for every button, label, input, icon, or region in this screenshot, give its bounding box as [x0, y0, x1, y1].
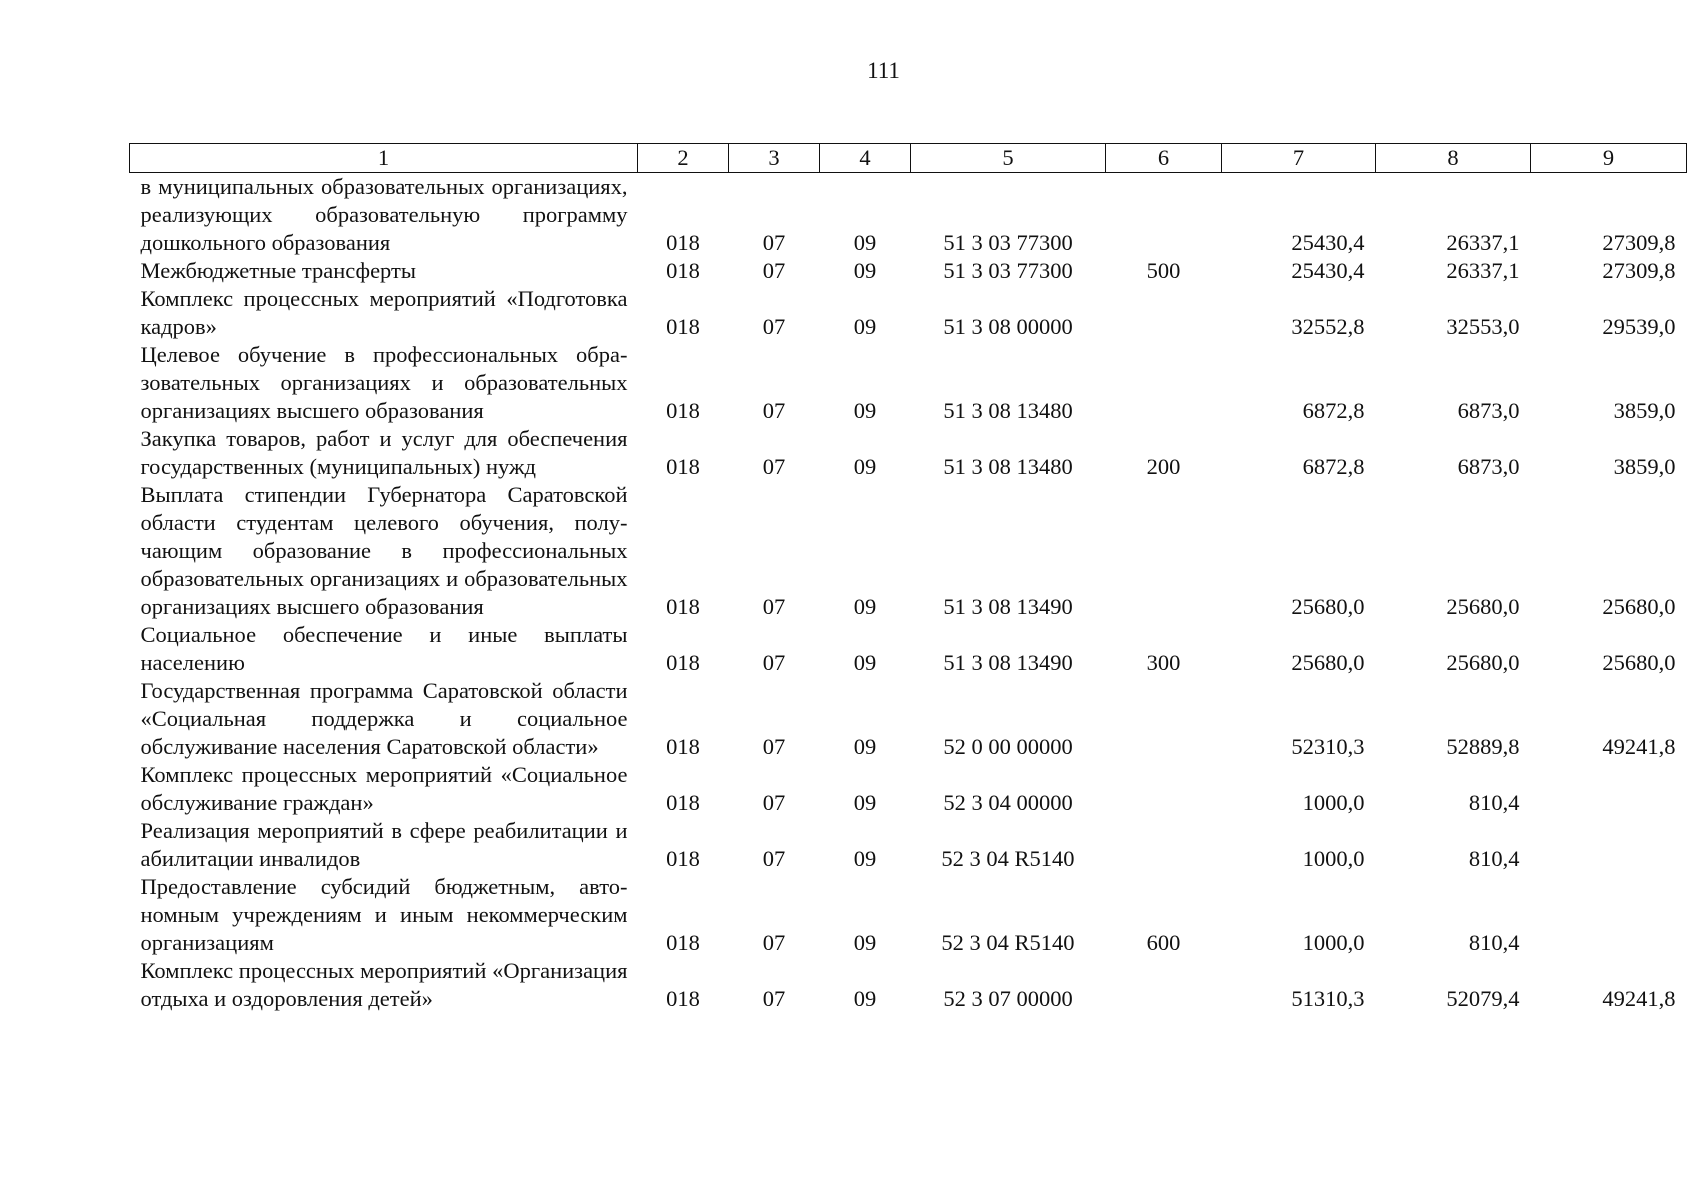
- section-cell: 07: [762, 314, 786, 339]
- amount-col7-cell: 52310,3: [1291, 734, 1365, 759]
- amount-col9-cell: 29539,0: [1602, 314, 1676, 339]
- amount-col9-cell: 27309,8: [1602, 230, 1676, 255]
- expense-type-cell: [1106, 817, 1222, 873]
- admin-code-cell: 018: [666, 398, 700, 423]
- target-article-cell: 51 3 03 77300: [943, 230, 1073, 255]
- row-name-cell: Государственная программа Саратовской области «Социальная поддержка и социальное обслуживание населения Саратовской области»: [140, 678, 628, 759]
- admin-code-cell: 018: [666, 734, 700, 759]
- amount-col8-cell: 6873,0: [1457, 398, 1520, 423]
- table-row: [130, 817, 1687, 873]
- amount-col8-cell: 810,4: [1468, 790, 1520, 815]
- expense-type-cell: 200: [1146, 454, 1181, 479]
- expense-type-cell: [1106, 677, 1222, 761]
- amount-col9-cell: 25680,0: [1602, 594, 1676, 619]
- row-name-cell: Межбюджетные трансферты: [140, 258, 416, 283]
- table-row: [130, 957, 1687, 1013]
- table-row: [130, 481, 1687, 621]
- section-cell: 07: [762, 930, 786, 955]
- section-cell: 07: [762, 650, 786, 675]
- table-row: [130, 257, 1687, 285]
- target-article-cell: 52 3 04 R5140: [941, 930, 1075, 955]
- table-row: [130, 873, 1687, 957]
- subsection-cell: 09: [853, 790, 877, 815]
- amount-col7-cell: 25680,0: [1291, 650, 1365, 675]
- amount-col9-cell: 3859,0: [1613, 454, 1676, 479]
- admin-code-cell: 018: [666, 258, 700, 283]
- row-name-cell: Комплекс процессных мероприятий «Социальное обслуживание граждан»: [140, 762, 628, 815]
- expense-type-cell: [1106, 173, 1222, 258]
- subsection-cell: 09: [853, 230, 877, 255]
- subsection-cell: 09: [853, 594, 877, 619]
- row-name-cell: Закупка товаров, работ и услуг для обеспечения государственных (муниципальных) нужд: [140, 426, 628, 479]
- table-body: [130, 173, 1687, 1014]
- column-header-7: 7: [1222, 144, 1376, 173]
- amount-col7-cell: 51310,3: [1291, 986, 1365, 1011]
- column-header-9: 9: [1531, 144, 1687, 173]
- target-article-cell: 52 3 04 R5140: [941, 846, 1075, 871]
- amount-col8-cell: 52079,4: [1446, 986, 1520, 1011]
- target-article-cell: 51 3 03 77300: [943, 258, 1073, 283]
- subsection-cell: 09: [853, 930, 877, 955]
- target-article-cell: 51 3 08 13490: [943, 650, 1073, 675]
- amount-col7-cell: 25680,0: [1291, 594, 1365, 619]
- subsection-cell: 09: [853, 314, 877, 339]
- column-header-5: 5: [911, 144, 1106, 173]
- table-row: [130, 621, 1687, 677]
- section-cell: 07: [762, 258, 786, 283]
- table-row: [130, 425, 1687, 481]
- amount-col8-cell: 26337,1: [1446, 230, 1520, 255]
- section-cell: 07: [762, 454, 786, 479]
- expense-type-cell: [1106, 481, 1222, 621]
- amount-col7-cell: 6872,8: [1302, 454, 1365, 479]
- amount-col7-cell: 6872,8: [1302, 398, 1365, 423]
- amount-col9-cell: 25680,0: [1602, 650, 1676, 675]
- amount-col9-cell: 49241,8: [1602, 734, 1676, 759]
- column-header-3: 3: [729, 144, 820, 173]
- amount-col7-cell: 25430,4: [1291, 258, 1365, 283]
- amount-col7-cell: 32552,8: [1291, 314, 1365, 339]
- expense-type-cell: 300: [1146, 650, 1181, 675]
- admin-code-cell: 018: [666, 650, 700, 675]
- section-cell: 07: [762, 230, 786, 255]
- target-article-cell: 52 3 07 00000: [943, 986, 1073, 1011]
- column-header-4: 4: [820, 144, 911, 173]
- subsection-cell: 09: [853, 454, 877, 479]
- amount-col8-cell: 810,4: [1468, 846, 1520, 871]
- table-row: [130, 173, 1687, 258]
- row-name-cell: Реализация мероприятий в сфере реабилитации и абилитации инвалидов: [140, 818, 628, 871]
- amount-col9-cell: [1531, 817, 1687, 873]
- expense-type-cell: [1106, 341, 1222, 425]
- row-name-cell: в муниципальных образовательных организациях, реализующих образовательную программу дошкольного образования: [140, 174, 628, 255]
- expense-type-cell: [1106, 285, 1222, 341]
- section-cell: 07: [762, 846, 786, 871]
- table-row: [130, 285, 1687, 341]
- amount-col8-cell: 25680,0: [1446, 650, 1520, 675]
- admin-code-cell: 018: [666, 230, 700, 255]
- table-row: [130, 677, 1687, 761]
- amount-col8-cell: 810,4: [1468, 930, 1520, 955]
- admin-code-cell: 018: [666, 986, 700, 1011]
- table-row: [130, 761, 1687, 817]
- amount-col8-cell: 26337,1: [1446, 258, 1520, 283]
- amount-col8-cell: 25680,0: [1446, 594, 1520, 619]
- row-name-cell: Социальное обеспечение и иные выплаты населению: [140, 622, 628, 675]
- row-name-cell: Предоставление субсидий бюджетным, автономным учреждениям и иным некоммерческим организациям: [140, 874, 628, 955]
- amount-col8-cell: 32553,0: [1446, 314, 1520, 339]
- amount-col7-cell: 1000,0: [1302, 790, 1365, 815]
- admin-code-cell: 018: [666, 594, 700, 619]
- section-cell: 07: [762, 790, 786, 815]
- amount-col8-cell: 52889,8: [1446, 734, 1520, 759]
- target-article-cell: 51 3 08 13480: [943, 454, 1073, 479]
- header-row: [130, 144, 1687, 173]
- amount-col7-cell: 1000,0: [1302, 846, 1365, 871]
- section-cell: 07: [762, 398, 786, 423]
- table-header: [130, 144, 1687, 173]
- row-name-cell: Целевое обучение в профессиональных образовательных организациях и образовательных организациях высшего образования: [140, 342, 628, 423]
- expense-type-cell: [1106, 761, 1222, 817]
- admin-code-cell: 018: [666, 314, 700, 339]
- admin-code-cell: 018: [666, 846, 700, 871]
- subsection-cell: 09: [853, 650, 877, 675]
- amount-col9-cell: 3859,0: [1613, 398, 1676, 423]
- target-article-cell: 51 3 08 13480: [943, 398, 1073, 423]
- target-article-cell: 52 3 04 00000: [943, 790, 1073, 815]
- subsection-cell: 09: [853, 734, 877, 759]
- expense-type-cell: [1106, 957, 1222, 1013]
- subsection-cell: 09: [853, 258, 877, 283]
- table-row: [130, 341, 1687, 425]
- amount-col9-cell: [1531, 761, 1687, 817]
- row-name-cell: Комплекс процессных мероприятий «Подготовка кадров»: [140, 286, 628, 339]
- expense-type-cell: 500: [1146, 258, 1181, 283]
- admin-code-cell: 018: [666, 454, 700, 479]
- column-header-2: 2: [638, 144, 729, 173]
- amount-col7-cell: 25430,4: [1291, 230, 1365, 255]
- row-name-cell: Комплекс процессных мероприятий «Организация отдыха и оздоровления детей»: [140, 958, 628, 1011]
- budget-table: [129, 143, 1687, 1013]
- section-cell: 07: [762, 594, 786, 619]
- row-name-cell: Выплата стипендии Губернатора Саратовской области студентам целевого обучения, получающим образование в профессиональных образовательных организациях и образовательных организациях высшего образования: [140, 482, 628, 619]
- target-article-cell: 51 3 08 13490: [943, 594, 1073, 619]
- amount-col7-cell: 1000,0: [1302, 930, 1365, 955]
- target-article-cell: 51 3 08 00000: [943, 314, 1073, 339]
- column-header-8: 8: [1376, 144, 1531, 173]
- subsection-cell: 09: [853, 986, 877, 1011]
- section-cell: 07: [762, 986, 786, 1011]
- amount-col8-cell: 6873,0: [1457, 454, 1520, 479]
- target-article-cell: 52 0 00 00000: [943, 734, 1073, 759]
- subsection-cell: 09: [853, 398, 877, 423]
- admin-code-cell: 018: [666, 930, 700, 955]
- expense-type-cell: 600: [1146, 930, 1181, 955]
- column-header-6: 6: [1106, 144, 1222, 173]
- column-header-1: 1: [130, 144, 638, 173]
- section-cell: 07: [762, 734, 786, 759]
- subsection-cell: 09: [853, 846, 877, 871]
- admin-code-cell: 018: [666, 790, 700, 815]
- page-number: 111: [867, 58, 900, 83]
- amount-col9-cell: [1531, 873, 1687, 957]
- amount-col9-cell: 27309,8: [1602, 258, 1676, 283]
- amount-col9-cell: 49241,8: [1602, 986, 1676, 1011]
